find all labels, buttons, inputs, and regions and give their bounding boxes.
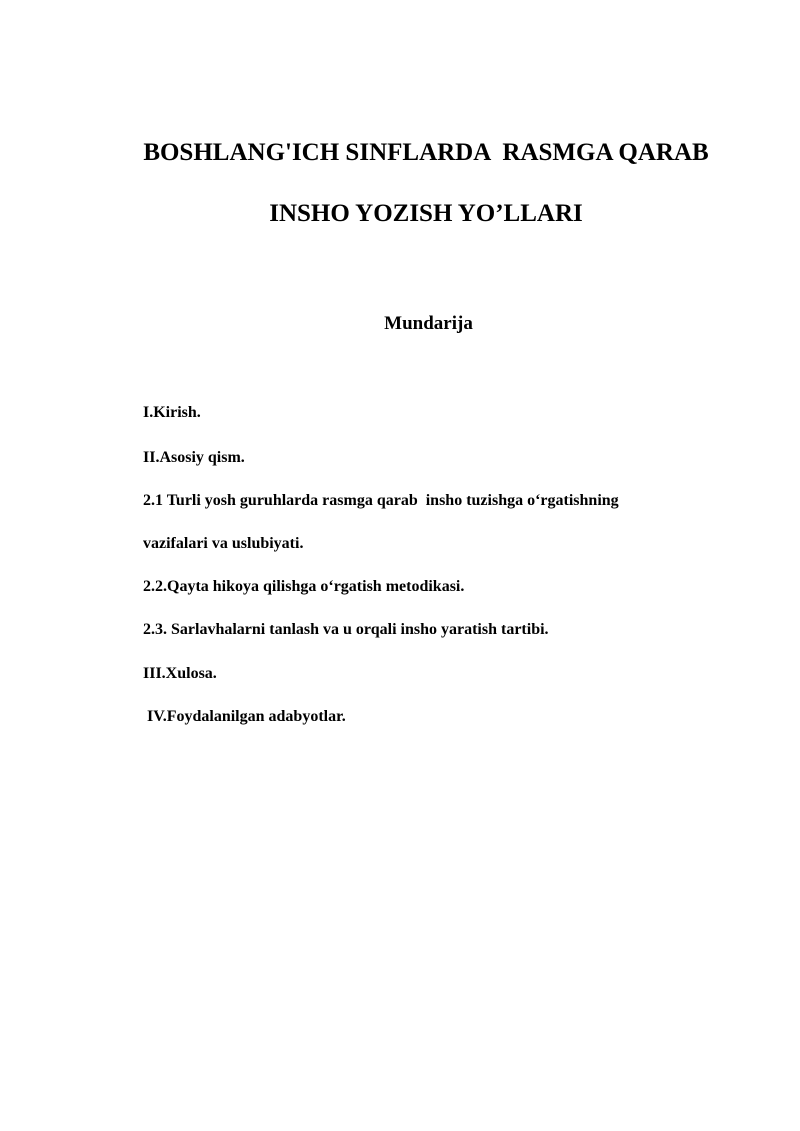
document-title-line-1: BOSHLANG'ICH SINFLARDA RASMGA QARAB	[143, 139, 709, 166]
table-of-contents-heading: Mundarija	[384, 313, 473, 334]
toc-item-references: IV.Foydalanilgan adabyotlar.	[143, 708, 346, 725]
toc-item-introduction: I.Kirish.	[143, 404, 201, 421]
toc-item-2-1-continued: vazifalari va uslubiyati.	[143, 535, 304, 552]
toc-item-conclusion: III.Xulosa.	[143, 665, 217, 682]
document-title-line-2: INSHO YOZISH YO’LLARI	[269, 200, 583, 227]
toc-item-2-2: 2.2.Qayta hikoya qilishga o‘rgatish metodikasi.	[143, 578, 465, 595]
toc-item-main-part: II.Asosiy qism.	[143, 449, 245, 466]
toc-item-2-3: 2.3. Sarlavhalarni tanlash va u orqali insho yaratish tartibi.	[143, 621, 549, 638]
toc-item-2-1: 2.1 Turli yosh guruhlarda rasmga qarab insho tuzishga o‘rgatishning	[143, 492, 619, 509]
